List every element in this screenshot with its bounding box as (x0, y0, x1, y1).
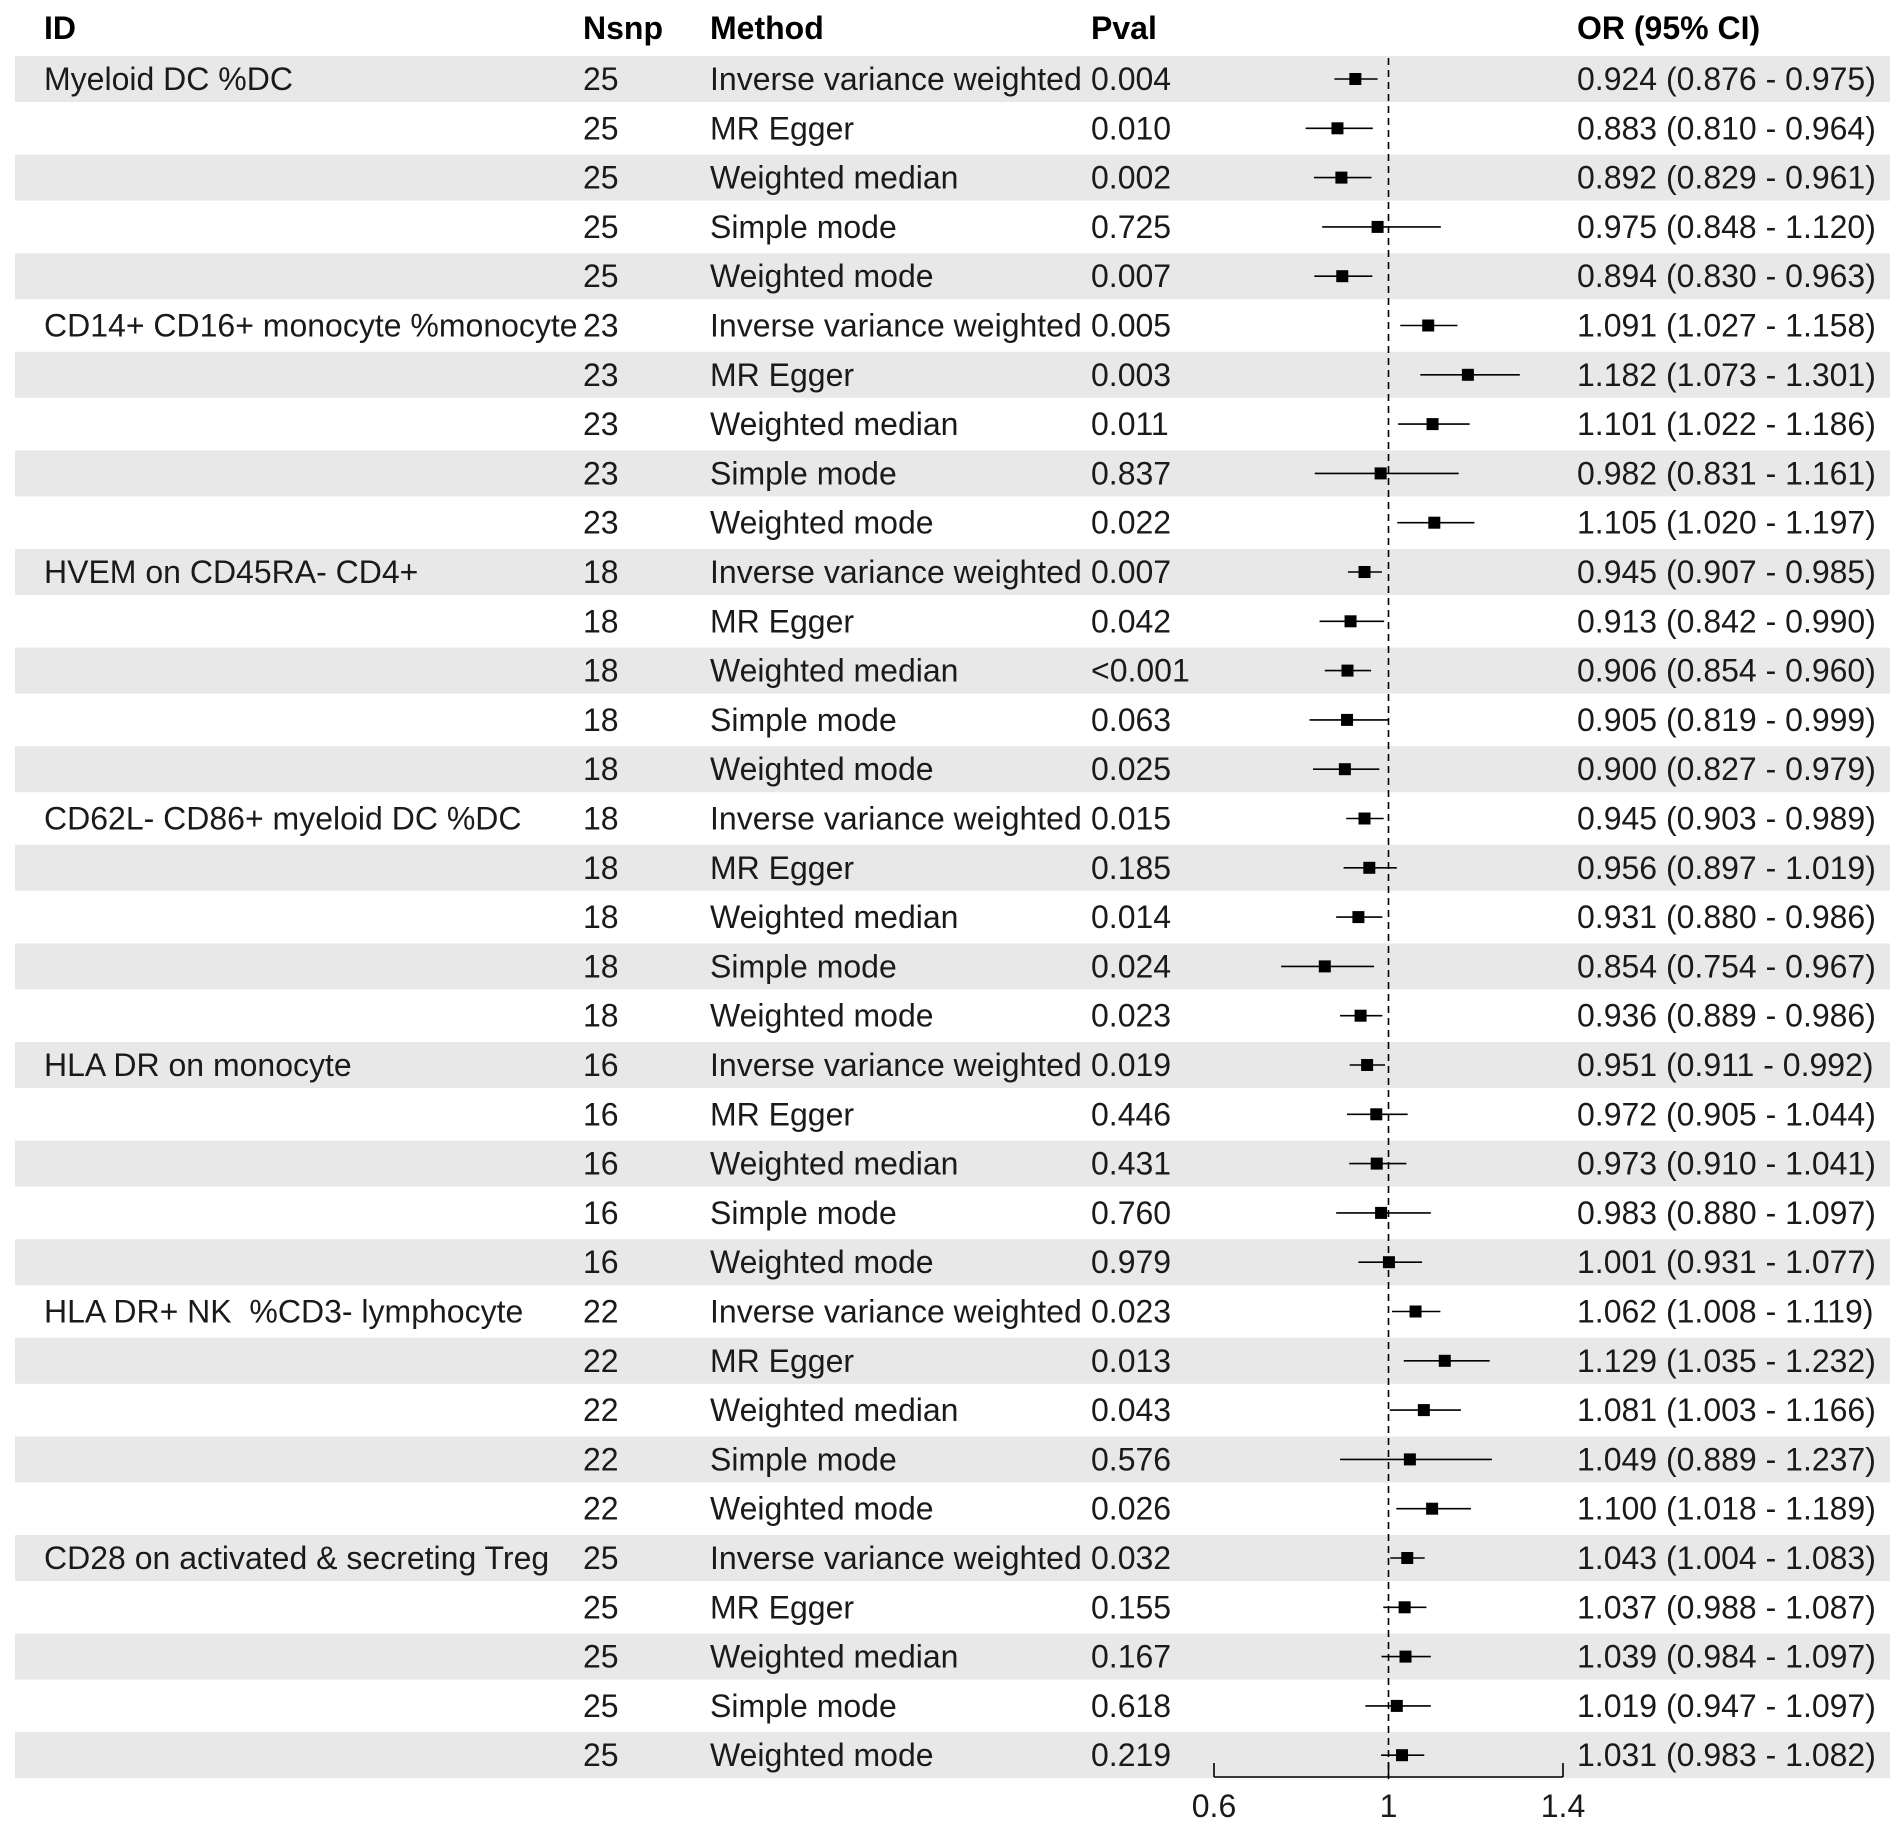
cell-pval: 0.014 (1091, 899, 1172, 936)
cell-pval: 0.013 (1091, 1342, 1172, 1379)
cell-pval: 0.063 (1091, 701, 1172, 738)
cell-method: Inverse variance weighted (710, 554, 1082, 590)
cell-pval: 0.760 (1091, 1194, 1172, 1231)
cell-nsnp: 18 (583, 554, 619, 590)
cell-pval: 0.032 (1091, 1540, 1172, 1576)
cell-or: 0.924 (0.876 - 0.975) (1577, 61, 1876, 97)
cell-id: CD62L- CD86+ myeloid DC %DC (44, 800, 522, 837)
cell-method: Weighted mode (710, 1244, 934, 1281)
cell-pval: 0.167 (1091, 1638, 1172, 1675)
cell-pval: 0.015 (1091, 800, 1172, 837)
cell-pval: 0.837 (1091, 455, 1172, 492)
cell-method: MR Egger (710, 1096, 855, 1133)
cell-or: 0.951 (0.911 - 0.992) (1577, 1047, 1874, 1083)
cell-method: MR Egger (710, 1589, 855, 1626)
cell-pval: 0.022 (1091, 504, 1172, 541)
cell-nsnp: 18 (583, 997, 619, 1034)
cell-pval: 0.431 (1091, 1145, 1172, 1182)
column-headers (44, 10, 1760, 46)
cell-or: 0.945 (0.903 - 0.989) (1577, 800, 1876, 837)
cell-or: 1.081 (1.003 - 1.166) (1577, 1392, 1876, 1429)
cell-method: Simple mode (710, 1194, 897, 1231)
cell-or: 1.039 (0.984 - 1.097) (1577, 1638, 1876, 1675)
cell-pval: 0.979 (1091, 1244, 1172, 1281)
cell-nsnp: 16 (583, 1244, 619, 1281)
point-estimate (1396, 1749, 1408, 1761)
header-method: Method (710, 10, 824, 46)
cell-nsnp: 18 (583, 849, 619, 886)
point-estimate (1361, 1059, 1373, 1071)
header-or: OR (95% CI) (1577, 10, 1761, 46)
cell-method: Weighted mode (710, 751, 934, 788)
cell-pval: 0.026 (1091, 1490, 1172, 1527)
point-estimate (1410, 1306, 1422, 1318)
header-nsnp: Nsnp (583, 10, 663, 46)
point-estimate (1339, 763, 1351, 775)
cell-pval: 0.185 (1091, 849, 1172, 886)
cell-or: 0.956 (0.897 - 1.019) (1577, 849, 1876, 886)
cell-id: Myeloid DC %DC (44, 61, 293, 97)
cell-or: 0.983 (0.880 - 1.097) (1577, 1194, 1876, 1231)
cell-nsnp: 25 (583, 159, 619, 196)
point-estimate (1336, 270, 1348, 282)
point-estimate (1400, 1651, 1412, 1663)
cell-or: 1.031 (0.983 - 1.082) (1577, 1737, 1876, 1774)
cell-or: 0.894 (0.830 - 0.963) (1577, 258, 1876, 295)
cell-or: 0.906 (0.854 - 0.960) (1577, 652, 1876, 689)
point-estimate (1352, 911, 1364, 923)
cell-or: 1.101 (1.022 - 1.186) (1577, 406, 1876, 443)
cell-nsnp: 25 (583, 208, 619, 245)
cell-pval: 0.023 (1091, 997, 1172, 1034)
point-estimate (1370, 1108, 1382, 1120)
cell-method: MR Egger (710, 1342, 855, 1379)
cell-pval: 0.004 (1091, 61, 1172, 97)
cell-nsnp: 16 (583, 1145, 619, 1182)
point-estimate (1335, 172, 1347, 184)
cell-method: Weighted mode (710, 504, 934, 541)
cell-nsnp: 22 (583, 1490, 619, 1527)
cell-pval: 0.011 (1091, 406, 1169, 443)
cell-method: Simple mode (710, 701, 897, 738)
cell-pval: 0.002 (1091, 159, 1172, 196)
cell-or: 0.913 (0.842 - 0.990) (1577, 603, 1876, 640)
cell-method: Inverse variance weighted (710, 1047, 1082, 1083)
cell-method: Weighted mode (710, 997, 934, 1034)
cell-or: 1.001 (0.931 - 1.077) (1577, 1244, 1876, 1281)
cell-pval: 0.023 (1091, 1293, 1172, 1330)
cell-or: 0.945 (0.907 - 0.985) (1577, 554, 1876, 590)
header-pval: Pval (1091, 10, 1157, 46)
cell-method: MR Egger (710, 849, 855, 886)
point-estimate (1426, 1503, 1438, 1515)
point-estimate (1422, 320, 1434, 332)
cell-method: Weighted mode (710, 1490, 934, 1527)
cell-method: MR Egger (710, 110, 855, 147)
cell-or: 0.900 (0.827 - 0.979) (1577, 751, 1876, 788)
cell-nsnp: 18 (583, 603, 619, 640)
point-estimate (1401, 1552, 1413, 1564)
cell-or: 1.019 (0.947 - 1.097) (1577, 1687, 1876, 1724)
cell-method: Weighted median (710, 1638, 959, 1675)
cell-pval: 0.024 (1091, 948, 1172, 985)
cell-nsnp: 23 (583, 307, 619, 344)
cell-id: CD28 on activated & secreting Treg (44, 1540, 550, 1576)
cell-id: HVEM on CD45RA- CD4+ (44, 554, 419, 590)
cell-method: Weighted median (710, 1145, 959, 1182)
cell-method: Inverse variance weighted (710, 307, 1082, 344)
cell-pval: 0.219 (1091, 1737, 1172, 1774)
point-estimate (1399, 1601, 1411, 1613)
cell-pval: 0.155 (1091, 1589, 1172, 1626)
cell-or: 0.931 (0.880 - 0.986) (1577, 899, 1876, 936)
cell-nsnp: 18 (583, 948, 619, 985)
cell-or: 0.982 (0.831 - 1.161) (1577, 455, 1876, 492)
point-estimate (1341, 665, 1353, 677)
cell-pval: 0.019 (1091, 1047, 1172, 1083)
cell-or: 0.883 (0.810 - 0.964) (1577, 110, 1876, 147)
cell-method: Weighted mode (710, 258, 934, 295)
point-estimate (1341, 714, 1353, 726)
cell-nsnp: 25 (583, 258, 619, 295)
cell-pval: 0.005 (1091, 307, 1172, 344)
cell-method: Inverse variance weighted (710, 800, 1082, 837)
cell-pval: 0.043 (1091, 1392, 1172, 1429)
cell-nsnp: 22 (583, 1441, 619, 1478)
cell-pval: 0.010 (1091, 110, 1172, 147)
cell-or: 0.973 (0.910 - 1.041) (1577, 1145, 1876, 1182)
cell-nsnp: 25 (583, 1687, 619, 1724)
cell-or: 1.049 (0.889 - 1.237) (1577, 1441, 1876, 1478)
cell-method: Weighted median (710, 652, 959, 689)
point-estimate (1462, 369, 1474, 381)
x-tick-label: 1.4 (1540, 1788, 1586, 1824)
cell-nsnp: 25 (583, 1589, 619, 1626)
cell-or: 0.972 (0.905 - 1.044) (1577, 1096, 1876, 1133)
header-id: ID (44, 10, 76, 46)
x-tick-label: 1 (1379, 1788, 1398, 1824)
point-estimate (1404, 1453, 1416, 1465)
cell-id: CD14+ CD16+ monocyte %monocyte (44, 307, 578, 344)
cell-nsnp: 18 (583, 899, 619, 936)
cell-or: 1.062 (1.008 - 1.119) (1577, 1293, 1874, 1330)
point-estimate (1349, 73, 1361, 85)
cell-method: Simple mode (710, 455, 897, 492)
cell-or: 0.975 (0.848 - 1.120) (1577, 208, 1876, 245)
cell-nsnp: 25 (583, 1638, 619, 1675)
point-estimate (1383, 1256, 1395, 1268)
cell-or: 1.037 (0.988 - 1.087) (1577, 1589, 1876, 1626)
cell-or: 0.936 (0.889 - 0.986) (1577, 997, 1876, 1034)
cell-pval: 0.007 (1091, 258, 1172, 295)
cell-pval: 0.025 (1091, 751, 1172, 788)
cell-method: Simple mode (710, 208, 897, 245)
cell-or: 0.892 (0.829 - 0.961) (1577, 159, 1876, 196)
cell-or: 1.043 (1.004 - 1.083) (1577, 1540, 1876, 1576)
cell-nsnp: 18 (583, 652, 619, 689)
cell-method: Inverse variance weighted (710, 1540, 1082, 1576)
point-estimate (1359, 813, 1371, 825)
x-tick-label: 0.6 (1191, 1788, 1237, 1824)
cell-pval: 0.042 (1091, 603, 1172, 640)
cell-nsnp: 25 (583, 1540, 619, 1576)
point-estimate (1375, 1207, 1387, 1219)
cell-nsnp: 18 (583, 751, 619, 788)
cell-or: 1.182 (1.073 - 1.301) (1577, 356, 1876, 393)
cell-method: Simple mode (710, 1441, 897, 1478)
point-estimate (1331, 122, 1343, 134)
point-estimate (1372, 221, 1384, 233)
cell-method: Weighted mode (710, 1737, 934, 1774)
point-estimate (1391, 1700, 1403, 1712)
point-estimate (1418, 1404, 1430, 1416)
point-estimate (1359, 566, 1371, 578)
cell-nsnp: 22 (583, 1342, 619, 1379)
table-cells (44, 61, 1876, 1773)
cell-id: HLA DR on monocyte (44, 1047, 352, 1083)
cell-method: Weighted median (710, 899, 959, 936)
point-estimate (1345, 615, 1357, 627)
point-estimate (1355, 1010, 1367, 1022)
cell-nsnp: 23 (583, 455, 619, 492)
cell-nsnp: 23 (583, 504, 619, 541)
cell-nsnp: 25 (583, 1737, 619, 1774)
point-estimate (1427, 418, 1439, 430)
cell-method: MR Egger (710, 603, 855, 640)
cell-method: Inverse variance weighted (710, 61, 1082, 97)
cell-pval: 0.725 (1091, 208, 1172, 245)
cell-id: HLA DR+ NK %CD3- lymphocyte (44, 1293, 524, 1330)
point-estimate (1319, 960, 1331, 972)
cell-pval: 0.576 (1091, 1441, 1172, 1478)
cell-method: Weighted median (710, 1392, 959, 1429)
cell-nsnp: 16 (583, 1096, 619, 1133)
cell-nsnp: 16 (583, 1194, 619, 1231)
cell-method: Weighted median (710, 159, 959, 196)
cell-method: Weighted median (710, 406, 959, 443)
cell-or: 1.100 (1.018 - 1.189) (1577, 1490, 1876, 1527)
cell-or: 0.854 (0.754 - 0.967) (1577, 948, 1876, 985)
cell-or: 1.129 (1.035 - 1.232) (1577, 1342, 1876, 1379)
cell-or: 0.905 (0.819 - 0.999) (1577, 701, 1876, 738)
point-estimate (1363, 862, 1375, 874)
cell-method: Inverse variance weighted (710, 1293, 1082, 1330)
cell-or: 1.105 (1.020 - 1.197) (1577, 504, 1876, 541)
cell-method: MR Egger (710, 356, 855, 393)
cell-nsnp: 18 (583, 800, 619, 837)
cell-pval: 0.446 (1091, 1096, 1172, 1133)
effect-marks (1281, 73, 1520, 1761)
cell-pval: 0.618 (1091, 1687, 1172, 1724)
cell-nsnp: 16 (583, 1047, 619, 1083)
cell-nsnp: 23 (583, 406, 619, 443)
point-estimate (1371, 1158, 1383, 1170)
cell-nsnp: 25 (583, 110, 619, 147)
cell-nsnp: 25 (583, 61, 619, 97)
cell-pval: 0.007 (1091, 554, 1172, 590)
point-estimate (1428, 517, 1440, 529)
cell-method: Simple mode (710, 1687, 897, 1724)
point-estimate (1439, 1355, 1451, 1367)
cell-nsnp: 22 (583, 1392, 619, 1429)
cell-pval: 0.003 (1091, 356, 1172, 393)
cell-method: Simple mode (710, 948, 897, 985)
cell-pval: <0.001 (1091, 652, 1190, 689)
cell-nsnp: 23 (583, 356, 619, 393)
cell-nsnp: 22 (583, 1293, 619, 1330)
cell-nsnp: 18 (583, 701, 619, 738)
point-estimate (1375, 467, 1387, 479)
cell-or: 1.091 (1.027 - 1.158) (1577, 307, 1876, 344)
